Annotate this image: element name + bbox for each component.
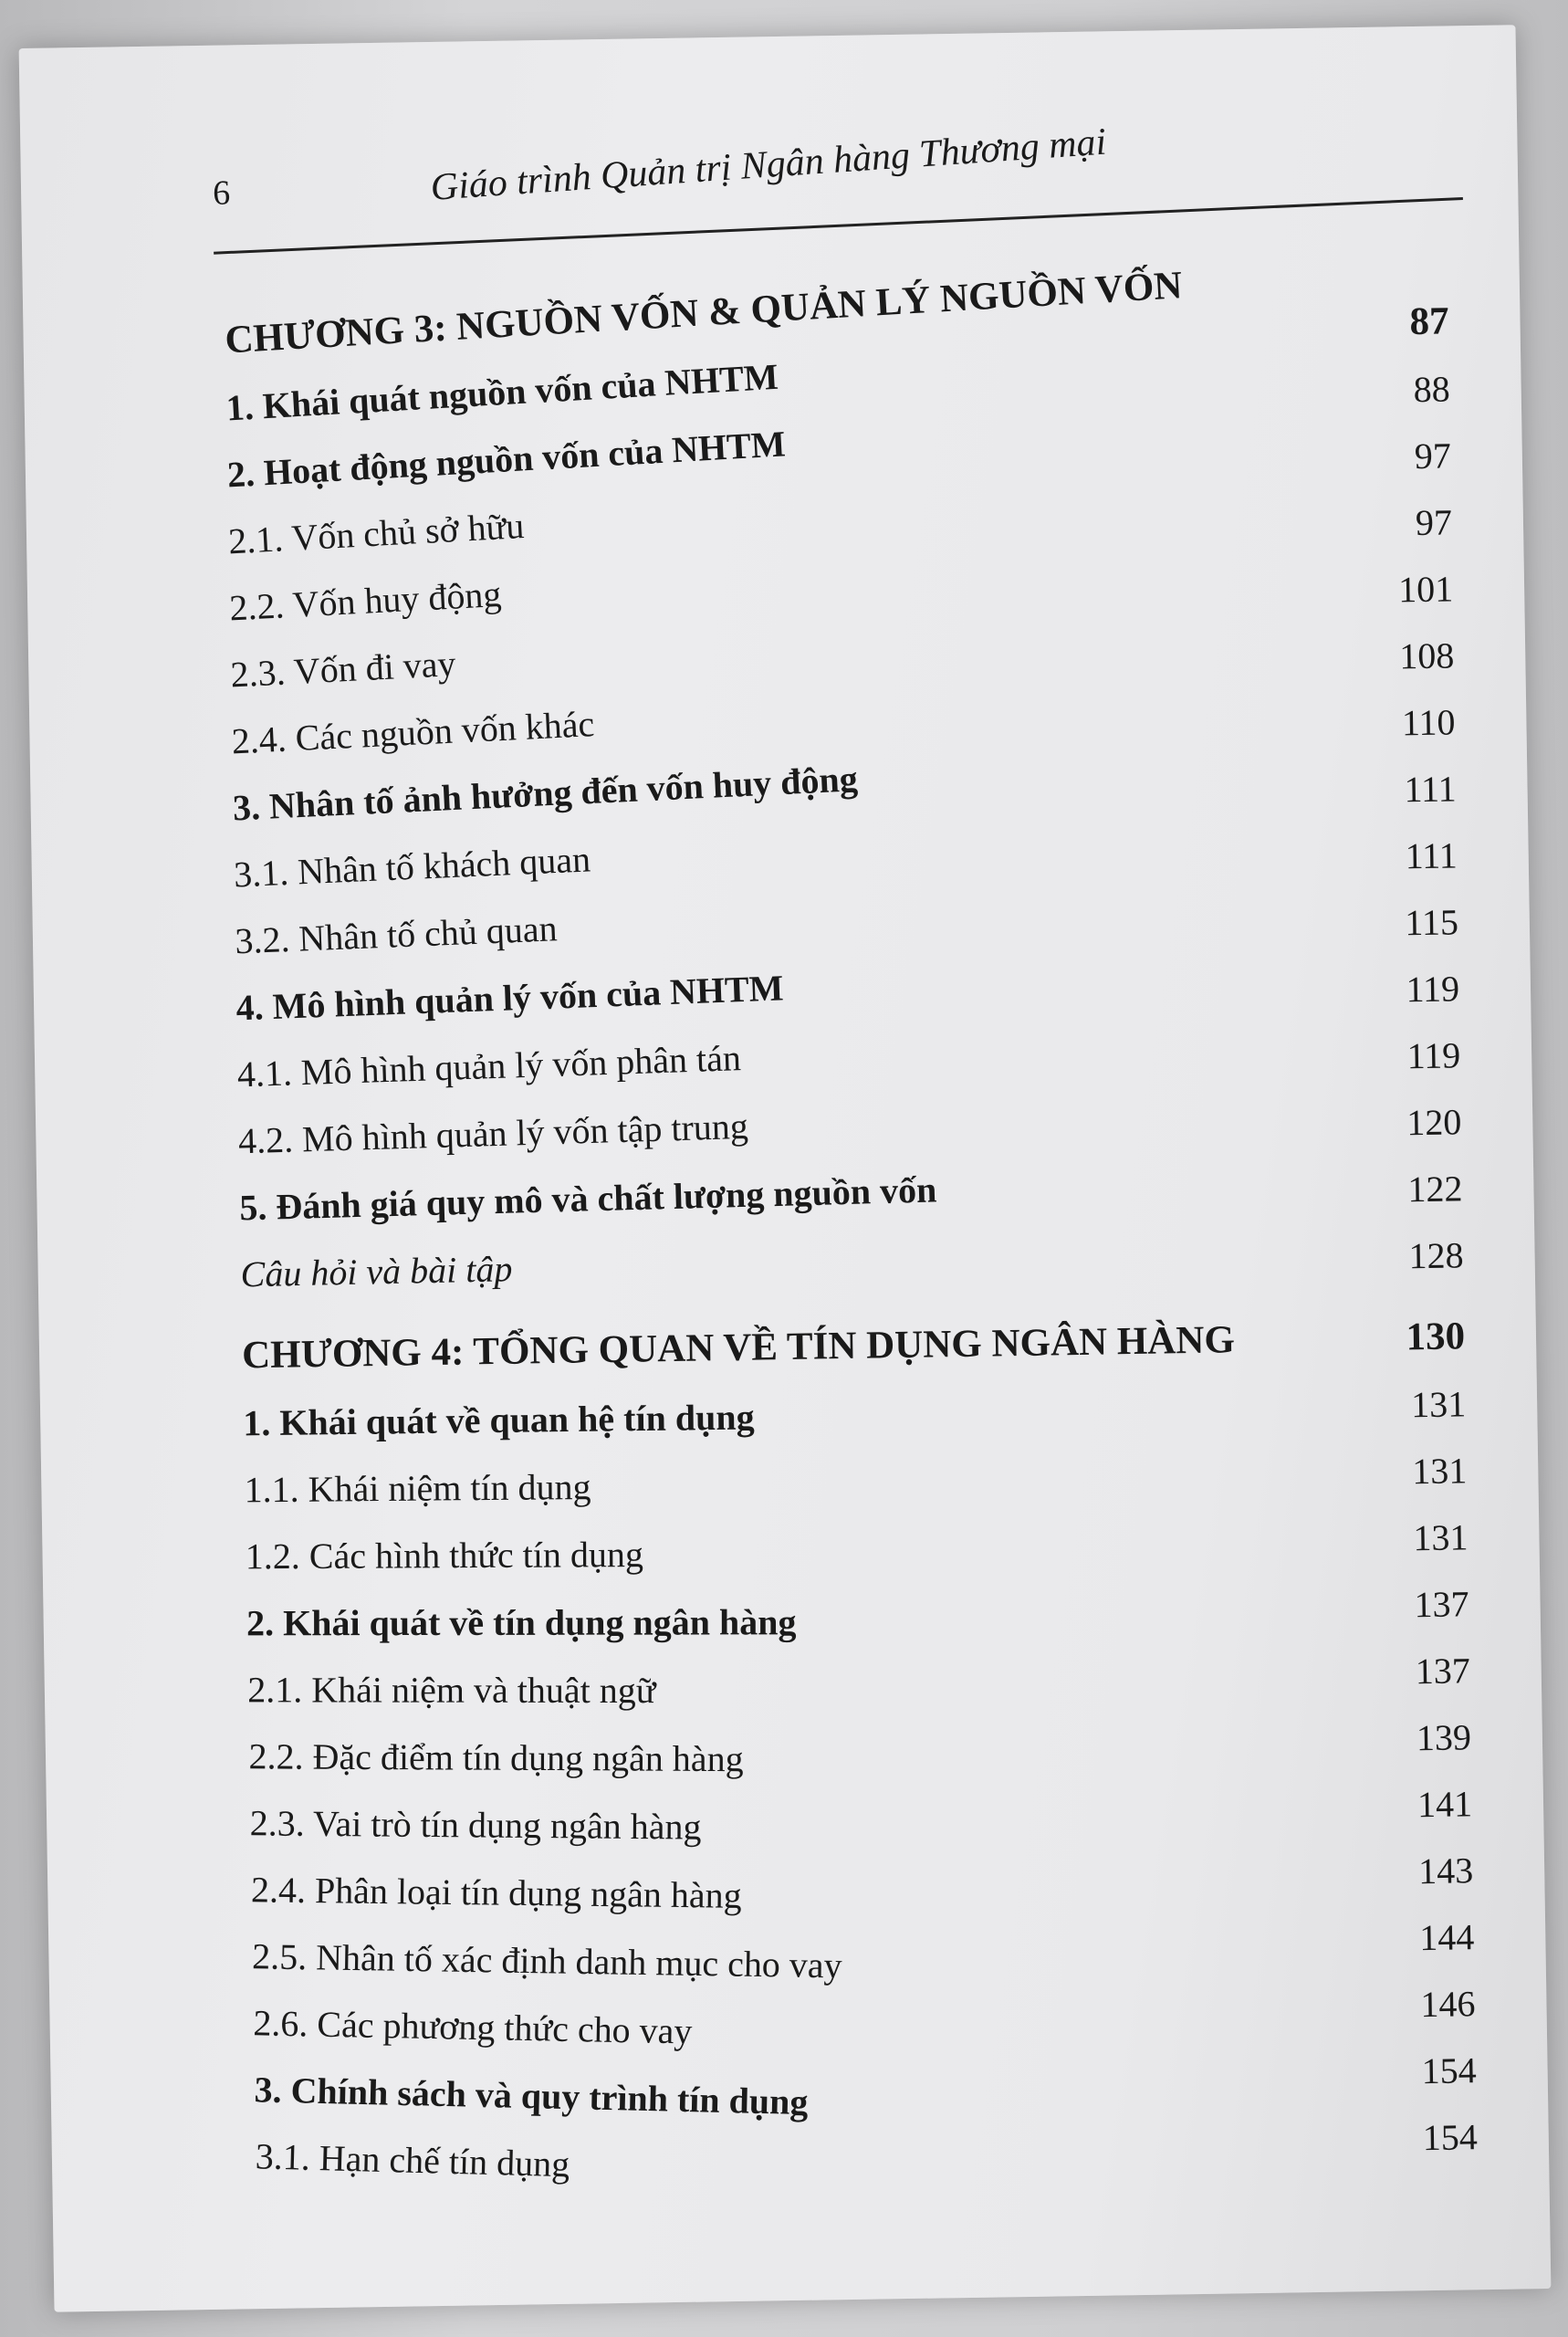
toc-page: 97 — [1415, 501, 1453, 544]
toc-label: 3. Chính sách và quy trình tín dụng — [254, 2069, 809, 2123]
toc-label: 3.2. Nhân tố chủ quan — [234, 907, 559, 962]
toc-label: 3.1. Nhân tố khách quan — [233, 838, 591, 896]
toc-label: 2.1. Vốn chủ sở hữu — [227, 505, 526, 562]
toc-label: 2.3. Vốn đi vay — [229, 643, 457, 696]
toc-label: 2.4. Các nguồn vốn khác — [230, 703, 596, 762]
toc-page: 119 — [1406, 1034, 1461, 1077]
toc-page: 88 — [1413, 368, 1451, 411]
toc-label: 4.1. Mô hình quản lý vốn phân tán — [236, 1037, 742, 1095]
table-of-contents — [224, 261, 1479, 2185]
toc-page: 87 — [1409, 299, 1449, 344]
toc-label: 4.2. Mô hình quản lý vốn tập trung — [237, 1105, 749, 1162]
toc-label: 1. Khái quát về quan hệ tín dụng — [243, 1396, 755, 1444]
toc-page: 97 — [1414, 435, 1452, 477]
toc-label: 2.1. Khái niệm và thuật ngữ — [247, 1669, 656, 1712]
toc-page: 119 — [1406, 968, 1460, 1011]
toc-page: 154 — [1422, 2116, 1479, 2159]
book-page — [19, 25, 1552, 2311]
toc-label: CHƯƠNG 4: TỔNG QUAN VỀ TÍN DỤNG NGÂN HÀNG — [241, 1318, 1236, 1378]
toc-page: 141 — [1416, 1783, 1473, 1826]
toc-page: 111 — [1405, 834, 1458, 877]
toc-label: 5. Đánh giá quy mô và chất lượng nguồn vốn — [238, 1168, 937, 1229]
toc-label: 1.1. Khái niệm tín dụng — [244, 1466, 591, 1511]
toc-page: 131 — [1410, 1383, 1467, 1426]
toc-page: 143 — [1417, 1850, 1474, 1892]
toc-label: 2.6. Các phương thức cho vay — [253, 2002, 693, 2052]
toc-page: 122 — [1407, 1168, 1463, 1210]
toc-label: 2. Khái quát về tín dụng ngân hàng — [246, 1601, 797, 1644]
running-title: Giáo trình Quản trị Ngân hàng Thương mại — [429, 121, 1108, 209]
toc-label: CHƯƠNG 3: NGUỒN VỐN & QUẢN LÝ NGUỒN VỐN — [224, 264, 1184, 362]
toc-page: 144 — [1418, 1916, 1475, 1959]
toc-page: 131 — [1413, 1516, 1469, 1559]
toc-page: 139 — [1416, 1716, 1472, 1759]
toc-page: 101 — [1397, 568, 1454, 611]
toc-page: 154 — [1421, 2049, 1477, 2092]
toc-label: 3. Nhân tố ảnh hưởng đến vốn huy động — [231, 758, 859, 829]
toc-label: 4. Mô hình quản lý vốn của NHTM — [235, 967, 785, 1029]
toc-label: 2.2. Đặc điểm tín dụng ngân hàng — [248, 1735, 744, 1780]
toc-page: 111 — [1404, 768, 1457, 811]
toc-label: 3.1. Hạn chế tín dụng — [255, 2135, 570, 2185]
toc-page: 115 — [1404, 901, 1459, 944]
toc-page: 131 — [1411, 1450, 1468, 1493]
toc-page: 146 — [1420, 1983, 1476, 2026]
toc-page: 108 — [1398, 634, 1455, 677]
toc-label: 1.2. Các hình thức tín dụng — [245, 1534, 644, 1577]
toc-page: 128 — [1408, 1234, 1464, 1277]
toc-label: 2. Hoạt động nguồn vốn của NHTM — [225, 423, 787, 496]
toc-page: 137 — [1415, 1650, 1471, 1692]
toc-label: 2.4. Phân loại tín dụng ngân hàng — [250, 1869, 742, 1916]
toc-label: 2.3. Vai trò tín dụng ngân hàng — [249, 1802, 702, 1848]
toc-page: 110 — [1401, 701, 1456, 744]
toc-label: 2.2. Vốn huy động — [228, 572, 503, 629]
toc-page: 130 — [1406, 1315, 1466, 1359]
toc-label: Câu hỏi và bài tập — [240, 1248, 513, 1295]
toc-label: 1. Khái quát nguồn vốn của NHTM — [225, 355, 779, 429]
page-number: 6 — [212, 173, 231, 213]
toc-page: 137 — [1414, 1583, 1469, 1626]
toc-label: 2.5. Nhân tố xác định danh mục cho vay — [251, 1935, 843, 1986]
toc-page: 120 — [1406, 1101, 1462, 1144]
